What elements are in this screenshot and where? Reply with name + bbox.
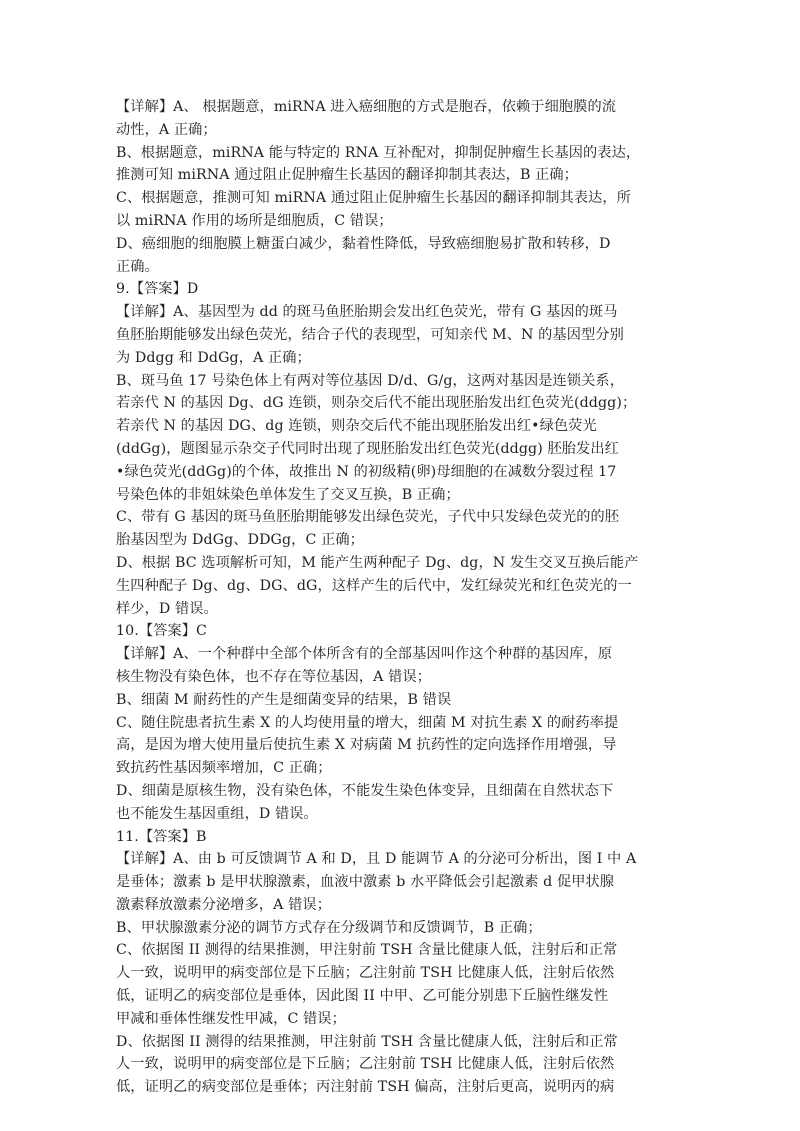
text-line: 是垂体；激素 b 是甲状腺激素，血液中激素 b 水平降低会引起激素 d 促甲状腺 — [116, 874, 615, 891]
text-line: 核生物没有染色体，也不存在等位基因，A 错误； — [116, 668, 431, 685]
text-line: C、随住院患者抗生素 X 的人均使用量的增大，细菌 M 对抗生素 X 的耐药率提 — [116, 714, 619, 731]
text-line: 以 miRNA 作用的场所是细胞质，C 错误； — [116, 212, 393, 229]
text-line: (ddGg)，题图显示杂交子代同时出现了现胚胎发出红色荧光(ddgg) 胚胎发出红 — [116, 440, 619, 457]
text-line: 【详解】A、 根据题意，miRNA 进入癌细胞的方式是胞吞，依赖于细胞膜的流 — [116, 99, 617, 115]
text-line: 样少，D 错误。 — [116, 600, 218, 617]
text-line: 人一致，说明甲的病变部位是下丘脑；乙注射前 TSH 比健康人低，注射后依然 — [116, 965, 615, 982]
text-line: D、癌细胞的细胞膜上糖蛋白减少，黏着性降低，导致癌细胞易扩散和转移，D — [116, 235, 611, 252]
text-line: D、细菌是原核生物，没有染色体，不能发生染色体变异，且细菌在自然状态下 — [116, 782, 614, 799]
text-line: B、斑马鱼 17 号染色体上有两对等位基因 D/d、G/g，这两对基因是连锁关系， — [116, 372, 624, 389]
text-line: 生四种配子 Dg、dg、DG、dG，这样产生的后代中，发红绿荧光和红色荧光的一 — [116, 577, 632, 594]
text-line: 【详解】A、一个种群中全部个体所含有的全部基因叫作这个种群的基因库，原 — [116, 646, 613, 663]
text-line: 人一致，说明甲的病变部位是下丘脑；乙注射前 TSH 比健康人低，注射后依然 — [116, 1056, 615, 1073]
text-line: 高，是因为增大使用量后使抗生素 X 对病菌 M 抗药性的定向选择作用增强，导 — [116, 737, 617, 754]
text-line: 若亲代 N 的基因 DG、dg 连锁，则杂交后代不能出现胚胎发出红•绿色荧光 — [116, 418, 597, 435]
text-line: D、根据 BC 选项解析可知，M 能产生两种配子 Dg、dg，N 发生交叉互换后能产 — [116, 554, 639, 571]
text-line: 【详解】A、由 b 可反馈调节 A 和 D，且 D 能调节 A 的分泌可分析出，图 I 中 A — [116, 851, 637, 868]
text-line: C、依据图 II 测得的结果推测，甲注射前 TSH 含量比健康人低，注射后和正常 — [116, 942, 618, 959]
text-line: B、细菌 M 耐药性的产生是细菌变异的结果，B 错误 — [116, 691, 452, 708]
text-line: 鱼胚胎期能够发出绿色荧光，结合子代的表现型，可知亲代 M、N 的基因型分别 — [116, 326, 624, 343]
answer-heading: 10.【答案】C — [116, 623, 207, 640]
text-line: 胎基因型为 DdGg、DDGg，C 正确； — [116, 532, 364, 549]
text-line: 激素释放激素分泌增多，A 错误； — [116, 896, 331, 913]
text-line: 动性，A 正确； — [116, 121, 217, 138]
text-line: C、带有 G 基因的斑马鱼胚胎期能够发出绿色荧光，子代中只发绿色荧光的的胚 — [116, 509, 620, 526]
document-page — [116, 96, 686, 1099]
answer-heading: 11.【答案】B — [116, 828, 207, 845]
text-line: 甲减和垂体性继发性甲减，C 错误； — [116, 1010, 346, 1027]
text-line: B、甲状腺激素分泌的调节方式存在分级调节和反馈调节，B 正确； — [116, 919, 542, 936]
text-line: D、依据图 II 测得的结果推测，甲注射前 TSH 含量比健康人低，注射后和正常 — [116, 1033, 618, 1050]
text-line: 也不能发生基因重组，D 错误。 — [116, 805, 318, 822]
answer-heading: 9.【答案】D — [116, 281, 199, 298]
text-line: 正确。 — [116, 258, 159, 275]
text-line: 为 Ddgg 和 DdGg，A 正确； — [116, 349, 311, 366]
text-line: B、根据题意，miRNA 能与特定的 RNA 互补配对，抑制促肿瘤生长基因的表达， — [116, 144, 641, 161]
text-line: 推测可知 miRNA 通过阻止促肿瘤生长基因的翻译抑制其表达，B 正确； — [116, 167, 578, 184]
text-line: 【详解】A、基因型为 dd 的斑马鱼胚胎期会发出红色荧光，带有 G 基因的斑马 — [116, 304, 618, 321]
text-line: 低，证明乙的病变部位是垂体，因此图 II 中甲、乙可能分别患下丘脑性继发性 — [116, 988, 609, 1005]
text-line: 致抗药性基因频率增加，C 正确； — [116, 760, 332, 777]
text-line: C、根据题意，推测可知 miRNA 通过阻止促肿瘤生长基因的翻译抑制其表达，所 — [116, 190, 631, 207]
text-line: 低，证明乙的病变部位是垂体；丙注射前 TSH 偏高，注射后更高，说明丙的病 — [116, 1079, 615, 1096]
text-line: 若亲代 N 的基因 Dg、dG 连锁，则杂交后代不能出现胚胎发出红色荧光(ddgg)； — [116, 395, 637, 412]
text-line: •绿色荧光(ddGg)的个体，故推出 N 的初级精(卵)母细胞的在减数分裂过程 17 — [116, 463, 617, 480]
text-line: 号染色体的非姐妹染色单体发生了交叉互换，B 正确； — [116, 486, 460, 503]
